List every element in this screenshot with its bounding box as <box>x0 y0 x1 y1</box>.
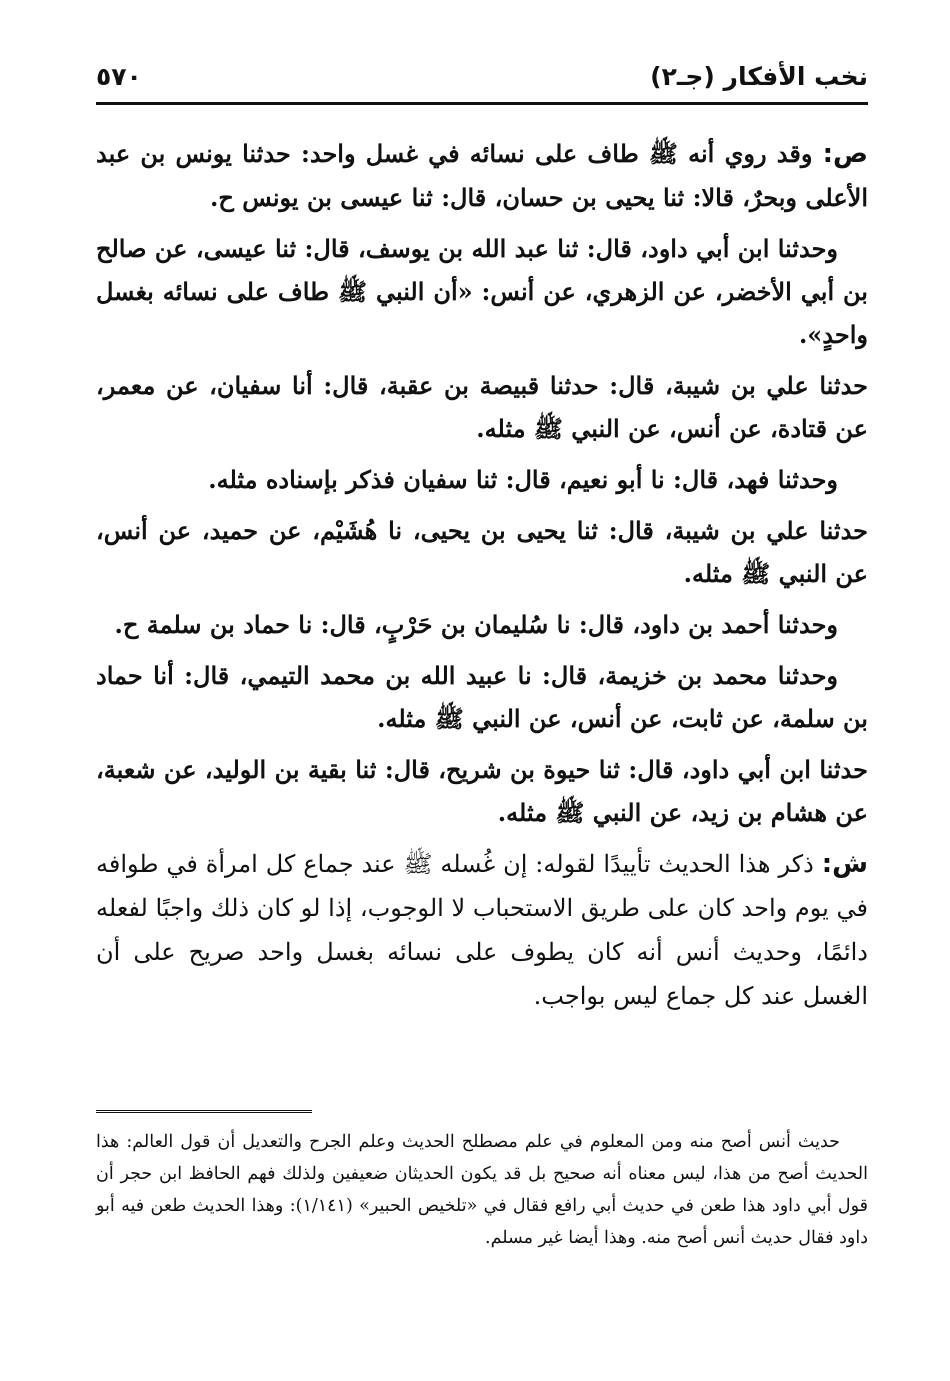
footnotes <box>96 1126 868 1254</box>
hadith-paragraph <box>96 748 868 834</box>
paragraph-text: حدثنا ابن أبي داود، قال: ثنا حيوة بن شريح، قال: ثنا بقية بن الوليد، عن شعبة، عن هشام بن زيد، عن النبي ﷺ مثله. <box>96 755 868 827</box>
shin-marker: ش: <box>821 849 868 879</box>
main-text <box>96 132 868 1026</box>
footnote-separator <box>96 1110 312 1116</box>
paragraph-text: وحدثنا محمد بن خزيمة، قال: نا عبيد الله بن محمد التيمي، قال: أنا حماد بن سلمة، عن ثابت، عن أنس، عن النبي ﷺ مثله. <box>96 661 868 733</box>
sad-marker: ص: <box>822 139 868 169</box>
hadith-paragraph <box>96 458 868 501</box>
commentary-text: ذكر هذا الحديث تأييدًا لقوله: إن غُسله ﷺ عند جماع كل امرأة في طوافه في يوم واحد كان على طريق الاستحباب لا الوجوب، إذا لو كان ذلك واجبًا لفعله دائمًا، وحديث أنس أنه كان يطوف على نسائه بغسل واحد صريح على أن الغسل عند كل جماع ليس بواجب. <box>96 850 868 1010</box>
hadith-paragraph <box>96 654 868 740</box>
header-rule <box>96 102 868 105</box>
paragraph-text: وحدثنا فهد، قال: نا أبو نعيم، قال: ثنا سفيان فذكر بإسناده مثله. <box>208 465 838 494</box>
footnote-text: حديث أنس أصح منه ومن المعلوم في علم مصطلح الحديث وعلم الجرح والتعديل أن قول العالم: هذا الحديث أصح من هذا، ليس معناه أنه صحيح بل قد يكون الحديثان ضعيفين ولذلك فهم الحافظ ابن حجر أن قول أبي داود هذا طعن في حديث أبي رافع فقال في «تلخيص الحبير» (١/١٤١): وهذا الحديث طعن فيه أبو داود فقال حديث أنس أصح منه. وهذا أيضا غير مسلم. <box>96 1132 868 1248</box>
hadith-paragraph <box>96 509 868 595</box>
hadith-paragraph <box>96 603 868 646</box>
book-page <box>96 60 868 1248</box>
hadith-paragraph <box>96 364 868 450</box>
paragraph-text: حدثنا علي بن شيبة، قال: حدثنا قبيصة بن عقبة، قال: أنا سفيان، عن معمر، عن قتادة، عن أنس، عن النبي ﷺ مثله. <box>96 371 868 443</box>
hadith-paragraph <box>96 132 868 219</box>
commentary-paragraph <box>96 842 868 1018</box>
book-title: نخب الأفكار (جـ٢) <box>650 62 868 91</box>
paragraph-text: وحدثنا أحمد بن داود، قال: نا سُليمان بن حَرْبٍ، قال: نا حماد بن سلمة ح. <box>114 610 838 639</box>
hadith-paragraph <box>96 227 868 356</box>
page-number: ٥٧٠ <box>96 62 142 91</box>
paragraph-text: وقد روي أنه ﷺ طاف على نسائه في غسل واحد: حدثنا يونس بن عبد الأعلى وبحرٌ، قالا: ثنا يحيى بن حسان، قال: ثنا عيسى بن يونس ح. <box>96 139 868 212</box>
running-header <box>96 60 868 100</box>
paragraph-text: وحدثنا ابن أبي داود، قال: ثنا عبد الله بن يوسف، قال: ثنا عيسى، عن صالح بن أبي الأخضر، عن الزهري، عن أنس: «أن النبي ﷺ طاف على نسائه بغسل واحدٍ». <box>96 234 868 349</box>
paragraph-text: حدثنا علي بن شيبة، قال: ثنا يحيى بن يحيى، نا هُشَيْم، عن حميد، عن أنس، عن النبي ﷺ مثله. <box>96 516 868 588</box>
